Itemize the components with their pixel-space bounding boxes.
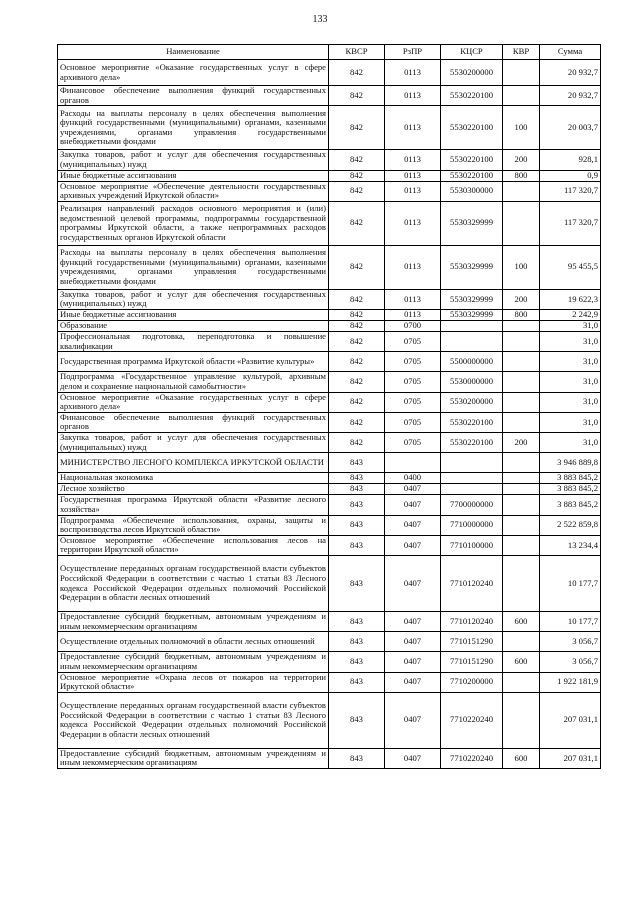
cell-kcsr: 7710100000 (441, 535, 503, 555)
cell-kvsr: 843 (329, 672, 385, 692)
cell-name: Расходы на выплаты персоналу в целях обеспечения выполнения функций государственными (муниципальными) органами, казенными учреждениями, органами управления государственными внебюджетными фондами (58, 245, 329, 289)
cell-kvr: 800 (503, 310, 540, 321)
cell-kvsr: 843 (329, 515, 385, 535)
cell-sum: 20 932,7 (540, 60, 601, 86)
cell-rzpr: 0407 (385, 495, 441, 515)
table-row (58, 412, 601, 432)
cell-kcsr: 7710220240 (441, 748, 503, 768)
cell-kvsr: 843 (329, 484, 385, 495)
cell-rzpr: 0407 (385, 612, 441, 632)
cell-kvr (503, 672, 540, 692)
cell-sum: 117 320,7 (540, 201, 601, 245)
cell-name: Предоставление субсидий бюджетным, автономным учреждениям и иным некоммерческим организациям (58, 748, 329, 768)
cell-rzpr: 0407 (385, 556, 441, 612)
cell-kvsr: 842 (329, 392, 385, 412)
cell-sum: 207 031,1 (540, 748, 601, 768)
table-row (58, 692, 601, 748)
cell-kcsr: 7710220240 (441, 692, 503, 748)
cell-rzpr: 0705 (385, 352, 441, 372)
cell-sum: 10 177,7 (540, 612, 601, 632)
cell-rzpr: 0407 (385, 652, 441, 672)
cell-rzpr (385, 453, 441, 473)
cell-sum: 13 234,4 (540, 535, 601, 555)
cell-name: Иные бюджетные ассигнования (58, 310, 329, 321)
cell-kcsr: 5530200000 (441, 392, 503, 412)
cell-rzpr: 0407 (385, 515, 441, 535)
cell-kvr: 200 (503, 289, 540, 309)
table-row (58, 106, 601, 150)
cell-kvsr: 843 (329, 495, 385, 515)
cell-name: Закупка товаров, работ и услуг для обеспечения государственных (муниципальных) нужд (58, 150, 329, 170)
cell-kcsr: 5530329999 (441, 289, 503, 309)
cell-sum: 3 056,7 (540, 652, 601, 672)
cell-kvsr: 842 (329, 181, 385, 201)
cell-kcsr: 5530329999 (441, 245, 503, 289)
cell-rzpr: 0113 (385, 150, 441, 170)
cell-rzpr: 0407 (385, 748, 441, 768)
table-row (58, 201, 601, 245)
cell-rzpr: 0705 (385, 392, 441, 412)
page-number: 133 (312, 14, 328, 25)
cell-name: Расходы на выплаты персоналу в целях обеспечения выполнения функций государственными (муниципальными) органами, казенными учреждениями, органами управления государственными внебюджетными фондами (58, 106, 329, 150)
table-row (58, 310, 601, 321)
cell-kcsr: 5530220100 (441, 150, 503, 170)
header-sum: Сумма (540, 45, 601, 60)
cell-kcsr: 5530200000 (441, 60, 503, 86)
cell-name: Иные бюджетные ассигнования (58, 170, 329, 181)
cell-kvsr: 843 (329, 556, 385, 612)
cell-kvsr: 843 (329, 692, 385, 748)
cell-kcsr: 5530329999 (441, 201, 503, 245)
cell-kvsr: 842 (329, 86, 385, 106)
cell-name: Предоставление субсидий бюджетным, автономным учреждениям и иным некоммерческим организациям (58, 652, 329, 672)
table-body (58, 60, 601, 769)
cell-sum: 207 031,1 (540, 692, 601, 748)
cell-kcsr: 7710120240 (441, 612, 503, 632)
cell-kvr (503, 372, 540, 392)
cell-name: Предоставление субсидий бюджетным, автономным учреждениям и иным некоммерческим организациям (58, 612, 329, 632)
cell-kvr (503, 86, 540, 106)
cell-kcsr (441, 484, 503, 495)
cell-rzpr: 0113 (385, 245, 441, 289)
table-row (58, 433, 601, 453)
cell-rzpr: 0113 (385, 106, 441, 150)
cell-sum: 31,0 (540, 332, 601, 352)
cell-kvr (503, 352, 540, 372)
cell-rzpr: 0407 (385, 535, 441, 555)
table-row (58, 453, 601, 473)
cell-kvsr: 843 (329, 748, 385, 768)
table-row (58, 321, 601, 332)
cell-kvr (503, 453, 540, 473)
cell-kvsr: 843 (329, 535, 385, 555)
header-name: Наименование (58, 45, 329, 60)
cell-rzpr: 0113 (385, 181, 441, 201)
cell-kvsr: 842 (329, 310, 385, 321)
cell-kvr (503, 484, 540, 495)
cell-kcsr: 5530220100 (441, 86, 503, 106)
cell-name: Финансовое обеспечение выполнения функций государственных органов (58, 412, 329, 432)
cell-name: Основное мероприятие «Обеспечение деятельности государственных архивных учреждений Иркутской области» (58, 181, 329, 201)
table-row (58, 515, 601, 535)
table-row (58, 632, 601, 652)
cell-name: Основное мероприятие «Оказание государственных услуг в сфере архивного дела» (58, 60, 329, 86)
cell-name: Подпрограмма «Государственное управление культурой, архивным делом и сохранение национальной самобытности» (58, 372, 329, 392)
cell-kvsr: 843 (329, 612, 385, 632)
cell-kvsr: 842 (329, 352, 385, 372)
cell-kcsr (441, 332, 503, 352)
table-row (58, 612, 601, 632)
cell-sum: 2 522 859,8 (540, 515, 601, 535)
table-row (58, 484, 601, 495)
table-row (58, 556, 601, 612)
table-row (58, 652, 601, 672)
cell-sum: 31,0 (540, 412, 601, 432)
cell-kvsr: 842 (329, 321, 385, 332)
cell-kcsr: 5530220100 (441, 170, 503, 181)
cell-rzpr: 0705 (385, 332, 441, 352)
cell-sum: 2 242,9 (540, 310, 601, 321)
cell-name: Осуществление отдельных полномочий в области лесных отношений (58, 632, 329, 652)
cell-sum: 31,0 (540, 352, 601, 372)
cell-kvr (503, 332, 540, 352)
cell-sum: 31,0 (540, 433, 601, 453)
cell-sum: 0,9 (540, 170, 601, 181)
cell-sum: 928,1 (540, 150, 601, 170)
cell-name: Финансовое обеспечение выполнения функций государственных органов (58, 86, 329, 106)
header-kvr: КВР (503, 45, 540, 60)
cell-kvsr: 842 (329, 170, 385, 181)
cell-kvsr: 842 (329, 289, 385, 309)
cell-kvr (503, 412, 540, 432)
cell-name: Государственная программа Иркутской области «Развитие культуры» (58, 352, 329, 372)
cell-kvr (503, 473, 540, 484)
cell-kcsr: 7710151290 (441, 652, 503, 672)
cell-rzpr: 0113 (385, 60, 441, 86)
table-row (58, 495, 601, 515)
cell-kcsr: 7710200000 (441, 672, 503, 692)
cell-name: МИНИСТЕРСТВО ЛЕСНОГО КОМПЛЕКСА ИРКУТСКОЙ ОБЛАСТИ (58, 453, 329, 473)
cell-kvr: 600 (503, 652, 540, 672)
cell-name: Лесное хозяйство (58, 484, 329, 495)
cell-kvsr: 842 (329, 332, 385, 352)
cell-name: Реализация направлений расходов основного мероприятия и (или) ведомственной целевой программы, подпрограммы государственной программы Иркутской области, а также непрограммных расходов государственных органов Иркутской области (58, 201, 329, 245)
cell-kvr (503, 201, 540, 245)
table-row (58, 473, 601, 484)
cell-rzpr: 0705 (385, 433, 441, 453)
cell-kvsr: 842 (329, 412, 385, 432)
cell-name: Основное мероприятие «Обеспечение использования лесов на территории Иркутской области» (58, 535, 329, 555)
cell-kvsr: 842 (329, 245, 385, 289)
cell-name: Закупка товаров, работ и услуг для обеспечения государственных (муниципальных) нужд (58, 433, 329, 453)
cell-kvr (503, 515, 540, 535)
cell-sum: 1 922 181,9 (540, 672, 601, 692)
cell-kcsr: 7700000000 (441, 495, 503, 515)
cell-kvsr: 843 (329, 473, 385, 484)
header-kcsr: КЦСР (441, 45, 503, 60)
cell-kvsr: 843 (329, 652, 385, 672)
cell-kvr: 600 (503, 748, 540, 768)
cell-kvr (503, 181, 540, 201)
cell-kvr: 800 (503, 170, 540, 181)
cell-rzpr: 0113 (385, 170, 441, 181)
table-row (58, 181, 601, 201)
table-row (58, 86, 601, 106)
cell-kcsr (441, 453, 503, 473)
cell-sum: 20 003,7 (540, 106, 601, 150)
header-kvsr: КВСР (329, 45, 385, 60)
cell-sum: 10 177,7 (540, 556, 601, 612)
cell-sum: 31,0 (540, 372, 601, 392)
cell-kcsr (441, 321, 503, 332)
cell-name: Образование (58, 321, 329, 332)
cell-rzpr: 0113 (385, 86, 441, 106)
cell-kcsr (441, 473, 503, 484)
budget-table (57, 44, 601, 769)
table-row (58, 332, 601, 352)
cell-kcsr: 5530220100 (441, 433, 503, 453)
cell-sum: 3 883 845,2 (540, 484, 601, 495)
header-rzpr: РзПР (385, 45, 441, 60)
cell-sum: 117 320,7 (540, 181, 601, 201)
table-row (58, 392, 601, 412)
table-row (58, 672, 601, 692)
cell-rzpr: 0705 (385, 372, 441, 392)
cell-kvr (503, 632, 540, 652)
table-row (58, 372, 601, 392)
cell-rzpr: 0700 (385, 321, 441, 332)
cell-sum: 31,0 (540, 321, 601, 332)
cell-sum: 20 932,7 (540, 86, 601, 106)
table-row (58, 748, 601, 768)
cell-kvsr: 842 (329, 433, 385, 453)
table-row (58, 245, 601, 289)
cell-kvsr: 842 (329, 201, 385, 245)
cell-name: Профессиональная подготовка, переподготовка и повышение квалификации (58, 332, 329, 352)
cell-kvr (503, 495, 540, 515)
cell-rzpr: 0407 (385, 632, 441, 652)
cell-sum: 3 056,7 (540, 632, 601, 652)
cell-name: Закупка товаров, работ и услуг для обеспечения государственных (муниципальных) нужд (58, 289, 329, 309)
cell-kcsr: 7710120240 (441, 556, 503, 612)
cell-kvsr: 842 (329, 150, 385, 170)
cell-name: Подпрограмма «Обеспечение использования, охраны, защиты и воспроизводства лесов Иркутской области» (58, 515, 329, 535)
cell-kcsr: 5530300000 (441, 181, 503, 201)
cell-kvr: 100 (503, 245, 540, 289)
cell-rzpr: 0113 (385, 289, 441, 309)
cell-name: Осуществление переданных органам государственной власти субъектов Российской Федерации в соответствии с частью 1 статьи 83 Лесного кодекса Российской Федерации отдельных полномочий Российской Федерации в области лесных отношений (58, 556, 329, 612)
cell-kcsr: 5500000000 (441, 352, 503, 372)
cell-rzpr: 0407 (385, 672, 441, 692)
cell-kvsr: 842 (329, 60, 385, 86)
cell-kcsr: 5530000000 (441, 372, 503, 392)
cell-kvr: 100 (503, 106, 540, 150)
cell-name: Государственная программа Иркутской области «Развитие лесного хозяйства» (58, 495, 329, 515)
cell-kvr (503, 392, 540, 412)
cell-kvr (503, 535, 540, 555)
cell-name: Основное мероприятие «Охрана лесов от пожаров на территории Иркутской области» (58, 672, 329, 692)
cell-rzpr: 0400 (385, 473, 441, 484)
cell-sum: 3 883 845,2 (540, 473, 601, 484)
cell-kcsr: 5530329999 (441, 310, 503, 321)
cell-sum: 95 455,5 (540, 245, 601, 289)
table-row (58, 60, 601, 86)
cell-kvr (503, 60, 540, 86)
cell-rzpr: 0407 (385, 484, 441, 495)
cell-name: Национальная экономика (58, 473, 329, 484)
cell-sum: 31,0 (540, 392, 601, 412)
cell-kvr (503, 321, 540, 332)
table-row (58, 150, 601, 170)
cell-kvr (503, 692, 540, 748)
cell-kvsr: 842 (329, 106, 385, 150)
table-header-row (58, 45, 601, 60)
cell-kvsr: 843 (329, 632, 385, 652)
cell-sum: 3 883 845,2 (540, 495, 601, 515)
cell-kcsr: 7710000000 (441, 515, 503, 535)
cell-sum: 3 946 889,8 (540, 453, 601, 473)
cell-rzpr: 0705 (385, 412, 441, 432)
cell-kvr (503, 556, 540, 612)
cell-rzpr: 0113 (385, 201, 441, 245)
table-row (58, 170, 601, 181)
cell-kcsr: 7710151290 (441, 632, 503, 652)
cell-sum: 19 622,3 (540, 289, 601, 309)
cell-kvr: 200 (503, 433, 540, 453)
table-row (58, 535, 601, 555)
cell-rzpr: 0113 (385, 310, 441, 321)
table-row (58, 352, 601, 372)
table-row (58, 289, 601, 309)
cell-kcsr: 5530220100 (441, 106, 503, 150)
cell-kvsr: 842 (329, 372, 385, 392)
cell-kvr: 200 (503, 150, 540, 170)
cell-name: Осуществление переданных органам государственной власти субъектов Российской Федерации в соответствии с частью 1 статьи 83 Лесного кодекса Российской Федерации отдельных полномочий Российской Федерации в области лесных отношений (58, 692, 329, 748)
cell-kvr: 600 (503, 612, 540, 632)
cell-kvsr: 843 (329, 453, 385, 473)
cell-name: Основное мероприятие «Оказание государственных услуг в сфере архивного дела» (58, 392, 329, 412)
cell-rzpr: 0407 (385, 692, 441, 748)
cell-kcsr: 5530220100 (441, 412, 503, 432)
